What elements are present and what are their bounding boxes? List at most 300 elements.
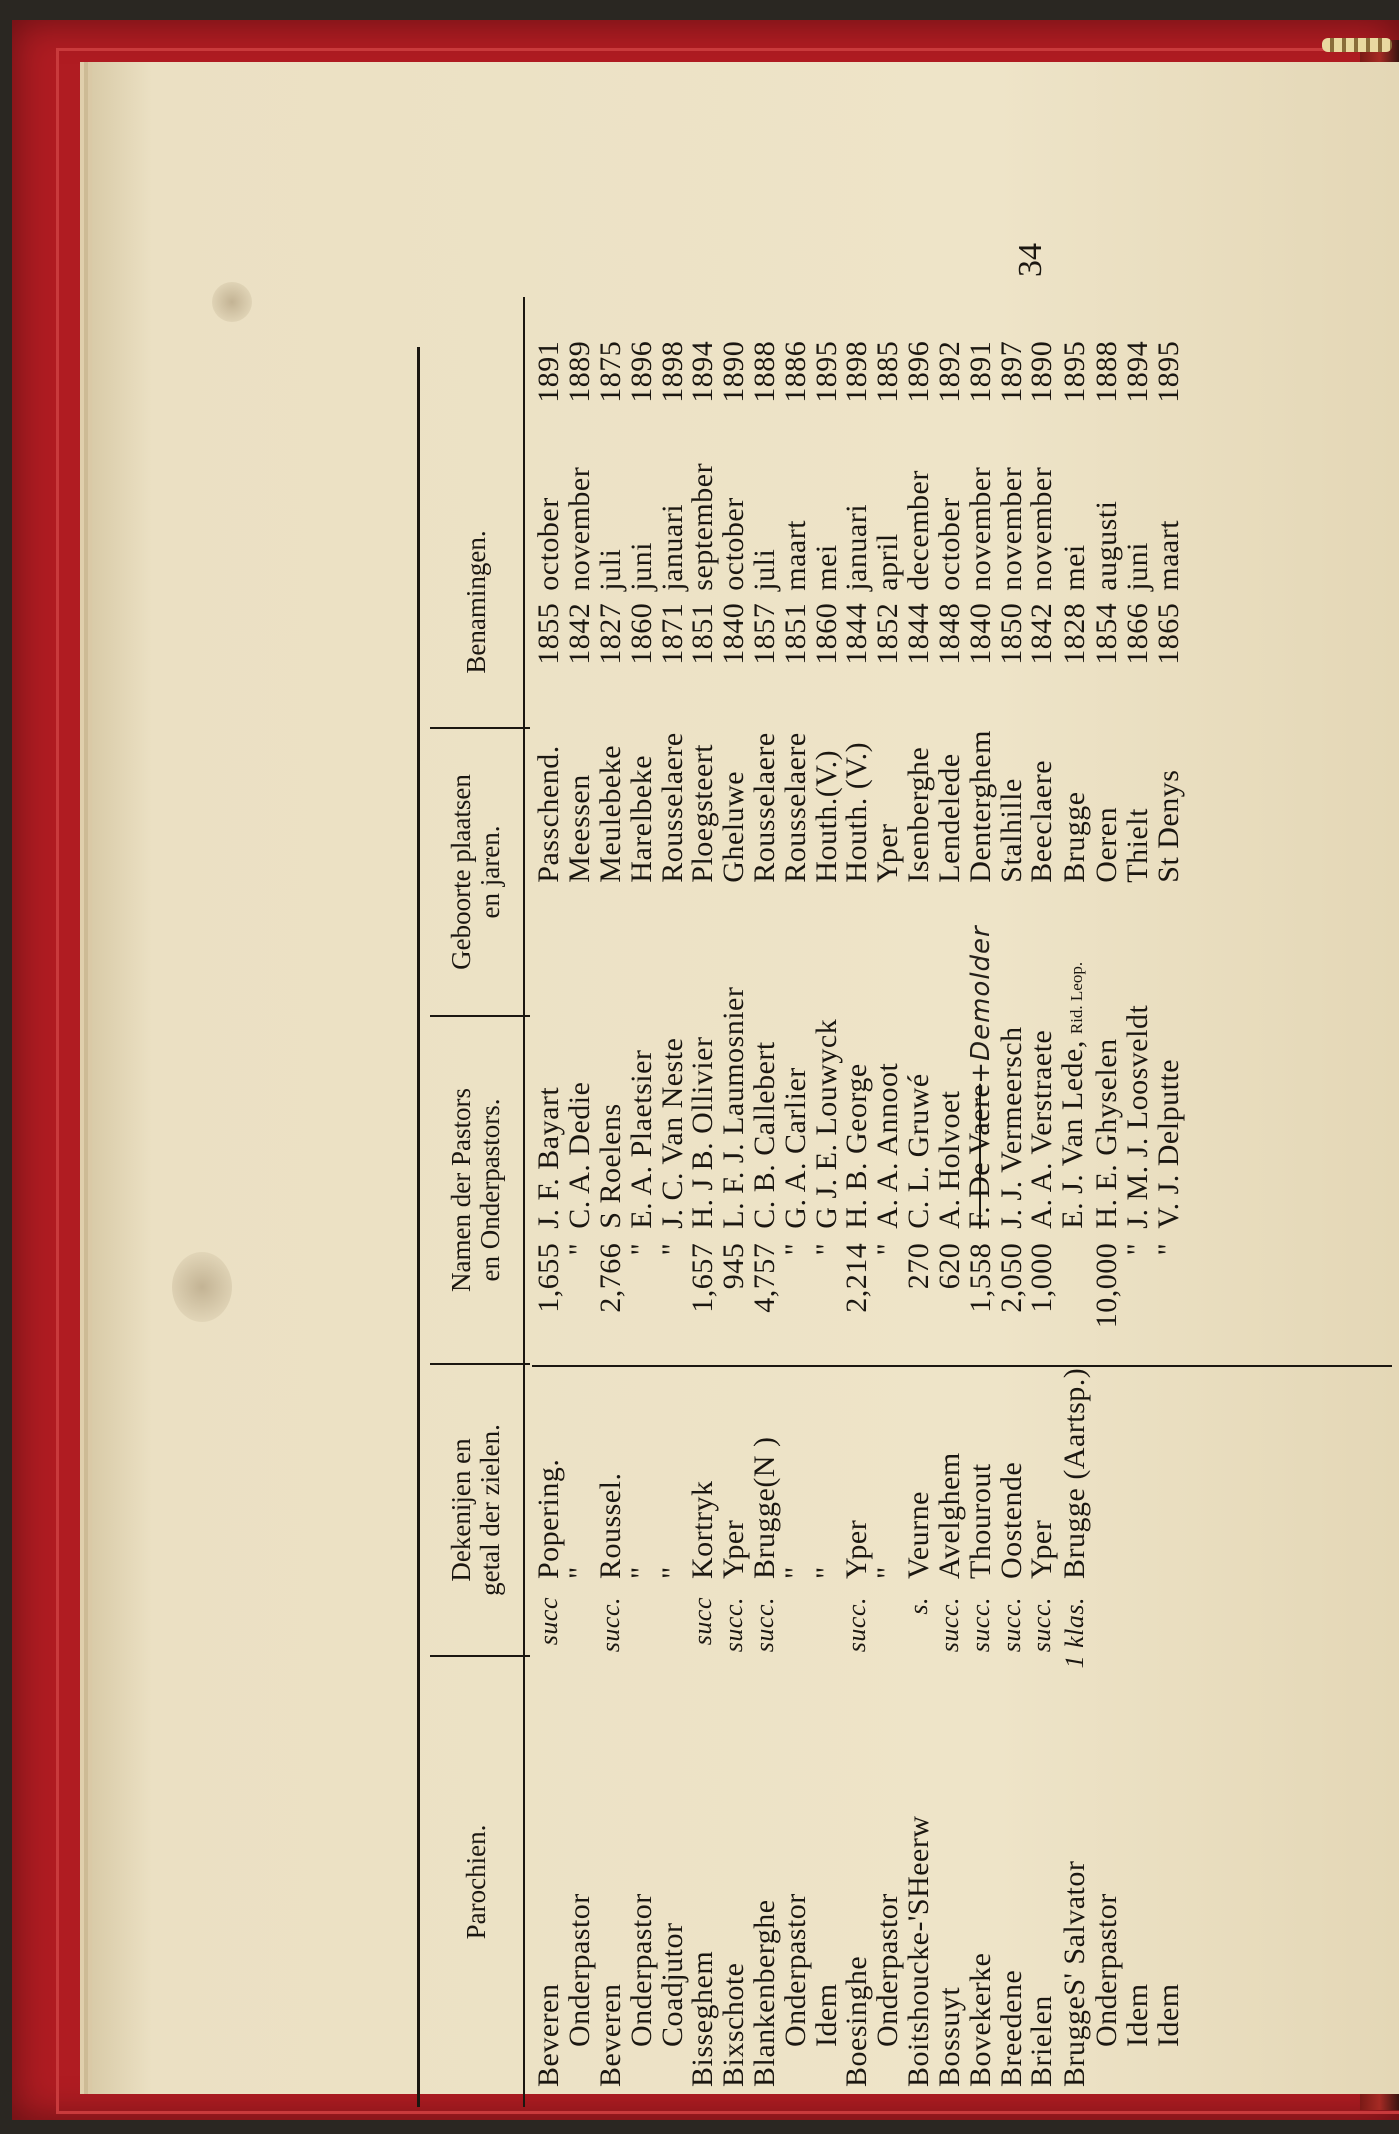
souls-text: 2,214 <box>840 1242 874 1313</box>
cell-name <box>534 889 565 1235</box>
deanery-text: Yper <box>840 1519 874 1579</box>
cell-souls <box>901 1235 935 1368</box>
cell-name <box>593 889 627 1235</box>
status-text: succ. <box>965 1597 995 1653</box>
cell-parish <box>934 1712 965 2107</box>
cell-year <box>873 341 904 431</box>
birth-year-text: 1827 <box>593 602 627 665</box>
name-text: J. C. Van Neste <box>655 1037 689 1229</box>
cell-souls <box>780 1235 811 1368</box>
month-text: september <box>686 462 720 591</box>
register-table-body <box>534 341 1184 2107</box>
cell-year <box>593 340 627 431</box>
cell-birth-year <box>901 599 935 683</box>
register-table <box>534 341 1184 2107</box>
status-text: succ. <box>749 1597 779 1653</box>
birth-year-text: 1844 <box>901 602 935 665</box>
cell-year <box>1092 341 1123 431</box>
parish-text: Bossuyt <box>932 1986 966 2087</box>
cell-birthplace <box>780 683 811 889</box>
cell-birth-year <box>626 599 657 683</box>
cell-souls <box>1058 1235 1092 1368</box>
cell-souls <box>842 1235 873 1368</box>
birth-year-text: 1850 <box>994 602 1028 665</box>
cell-souls <box>534 1235 565 1368</box>
cell-month <box>1027 431 1058 599</box>
birth-year-text: 1860 <box>809 602 843 665</box>
parish-text: Onderpastor <box>871 1893 905 2047</box>
parish-text: Idem <box>1120 1983 1154 2047</box>
cell-parish <box>534 1712 565 2107</box>
cell-birth-year <box>1027 599 1058 683</box>
cell-parish <box>780 1712 811 2107</box>
cell-status <box>1153 1587 1184 1712</box>
cell-year <box>719 341 750 431</box>
parish-text: Onderpastor <box>778 1893 812 2047</box>
cell-deanery <box>901 1368 935 1587</box>
table-row <box>1058 341 1092 2107</box>
birthplace-text: St Denys <box>1151 769 1185 883</box>
cell-year <box>657 341 688 431</box>
parish-text: Brielen <box>1025 1995 1059 2087</box>
cell-parish <box>688 1712 719 2107</box>
birthplace-text: Harelbeke <box>624 754 658 883</box>
birth-year-text: 1840 <box>963 602 997 665</box>
cell-deanery <box>780 1368 811 1587</box>
birthplace-text: Stalhille <box>994 778 1028 883</box>
cell-birthplace <box>934 683 965 889</box>
table-row <box>996 341 1027 2107</box>
cell-deanery <box>534 1368 565 1587</box>
year-text: 1896 <box>901 340 935 403</box>
cell-birthplace <box>565 683 596 889</box>
cell-month <box>565 431 596 599</box>
year-text: 1895 <box>1057 340 1091 403</box>
cell-status <box>1092 1587 1123 1712</box>
year-text: 1890 <box>717 340 751 403</box>
deanery-text: Brugge (Aartsp.) <box>1057 1367 1091 1579</box>
birth-year-text: 1852 <box>871 602 905 665</box>
cell-deanery <box>657 1368 688 1587</box>
parish-text: Onderpastor <box>624 1893 658 2047</box>
cell-year <box>688 341 719 431</box>
cell-birthplace <box>593 683 627 889</box>
year-text: 1892 <box>932 340 966 403</box>
header-geboorte <box>430 729 522 1015</box>
cell-month <box>996 431 1027 599</box>
parish-text: Boesinghe <box>840 1955 874 2087</box>
header-separator <box>430 1015 530 1017</box>
cell-month <box>747 431 781 599</box>
cell-year <box>747 340 781 431</box>
cell-birth-year <box>1058 599 1092 683</box>
birth-year-text: 1854 <box>1090 602 1124 665</box>
deanery-text: " <box>624 1566 658 1579</box>
deanery-text: Oostende <box>994 1461 1028 1579</box>
status-text: s. <box>903 1597 933 1615</box>
name-text: L. F. J. Laumosnier <box>717 986 751 1229</box>
month-text: mei <box>1057 544 1091 591</box>
birthplace-text: Gheluwe <box>717 770 751 883</box>
cell-month <box>965 431 996 599</box>
cell-birthplace <box>626 683 657 889</box>
souls-text: " <box>778 1242 812 1256</box>
cell-year <box>934 341 965 431</box>
year-text: 1886 <box>778 340 812 403</box>
cell-birth-year <box>1092 599 1123 683</box>
cell-year <box>626 341 657 431</box>
parish-text: Bisseghem <box>686 1950 720 2087</box>
cell-souls <box>1092 1235 1123 1368</box>
year-text: 1895 <box>809 340 843 403</box>
cell-birthplace <box>873 683 904 889</box>
status-text: succ. <box>1027 1597 1057 1653</box>
cell-year <box>1058 341 1092 431</box>
parish-text: BruggeS' Salvator <box>1057 1860 1091 2087</box>
month-text: juli <box>747 548 781 591</box>
name-text: H. E. Ghyselen <box>1090 1038 1124 1229</box>
cell-name <box>934 889 965 1235</box>
month-text: october <box>932 497 966 591</box>
table-row <box>934 341 965 2107</box>
deanery-text: Popering. <box>532 1458 566 1579</box>
header-dekenijen-line1: Dekenijen en <box>446 1438 476 1582</box>
cell-birth-year <box>534 599 565 683</box>
cell-birthplace <box>842 683 873 889</box>
birth-year-text: 1866 <box>1120 602 1154 665</box>
cell-birth-year <box>780 599 811 683</box>
name-text: A. A. Verstraete <box>1025 1029 1059 1229</box>
year-text: 1890 <box>1025 340 1059 403</box>
deanery-text: " <box>809 1566 843 1579</box>
cell-month <box>1058 431 1092 599</box>
cell-souls <box>593 1235 627 1368</box>
deanery-text: Yper <box>1025 1519 1059 1579</box>
cell-month <box>534 431 565 599</box>
cell-status <box>1058 1587 1092 1712</box>
header-separator <box>430 727 530 729</box>
cell-parish <box>593 1712 627 2107</box>
year-text: 1888 <box>747 340 781 403</box>
deanery-text: " <box>655 1566 689 1579</box>
souls-text: " <box>809 1242 843 1256</box>
book-page <box>92 62 1399 2094</box>
cell-year <box>1120 340 1154 431</box>
table-row <box>1153 341 1184 2107</box>
year-text: 1889 <box>563 340 597 403</box>
cell-status <box>811 1587 842 1712</box>
month-text: januari <box>840 503 874 591</box>
birthplace-text: Meessen <box>563 774 597 883</box>
table-row <box>719 341 750 2107</box>
year-text: 1891 <box>963 340 997 403</box>
cell-parish <box>657 1712 688 2107</box>
cell-souls <box>873 1235 904 1368</box>
year-text: 1897 <box>994 340 1028 403</box>
souls-text: 2,050 <box>994 1242 1028 1313</box>
deanery-text: Brugge(N ) <box>747 1436 781 1579</box>
cell-name <box>626 889 657 1235</box>
cell-parish <box>626 1712 657 2107</box>
cell-souls <box>1153 1235 1184 1368</box>
cell-status <box>565 1587 596 1712</box>
cell-name <box>565 889 596 1235</box>
cell-birthplace <box>1027 683 1058 889</box>
parish-text: Idem <box>809 1983 843 2047</box>
cell-souls <box>934 1235 965 1368</box>
cell-birthplace <box>965 683 996 889</box>
parish-text: Onderpastor <box>1090 1893 1124 2047</box>
cell-year <box>842 341 873 431</box>
name-text: H. J B. Ollivier <box>686 1036 720 1229</box>
cell-souls <box>565 1235 596 1368</box>
souls-text: 1,655 <box>532 1242 566 1313</box>
souls-text: 1,000 <box>1025 1242 1059 1313</box>
cell-parish <box>996 1712 1027 2107</box>
cell-parish <box>811 1712 842 2107</box>
cell-deanery <box>626 1368 657 1587</box>
parish-text: Boitshoucke-'SHeerw <box>901 1815 935 2087</box>
cell-parish <box>1092 1712 1123 2107</box>
name-text: J. J. Vermeersch <box>994 1026 1028 1229</box>
name-text: J. M. J. Loosveldt <box>1120 1004 1154 1229</box>
cell-parish <box>1058 1712 1092 2107</box>
cell-status <box>873 1587 904 1712</box>
header-geboorte-line2: en jaren. <box>475 825 505 919</box>
table-row <box>1027 341 1058 2107</box>
cell-birthplace <box>1058 683 1092 889</box>
table-row <box>965 341 996 2107</box>
page-number: 34 <box>1012 243 1049 277</box>
birth-year-text: 1857 <box>747 602 781 665</box>
month-text: augusti <box>1090 500 1124 591</box>
status-text: succ. <box>595 1597 625 1653</box>
cell-birthplace <box>901 683 935 889</box>
cell-name <box>1092 889 1123 1235</box>
deanery-text: " <box>871 1566 905 1579</box>
header-geboorte-line1: Geboorte plaatsen <box>446 774 476 970</box>
header-parochien <box>430 1657 522 2107</box>
month-text: juli <box>593 548 627 591</box>
souls-text: " <box>655 1242 689 1256</box>
year-text: 1896 <box>624 340 658 403</box>
month-text: maart <box>1151 519 1185 591</box>
header-dekenijen-line2: getal der zielen. <box>475 1424 505 1596</box>
cell-year <box>901 340 935 431</box>
rotated-register <box>232 87 1399 2107</box>
table-row <box>842 341 873 2107</box>
cell-deanery <box>934 1368 965 1587</box>
cell-birthplace <box>1120 683 1154 889</box>
month-text: november <box>1025 466 1059 591</box>
table-row <box>780 341 811 2107</box>
souls-text: 1,657 <box>686 1242 720 1313</box>
header-parochien-text: Parochien. <box>460 1824 491 1940</box>
name-text: A. A. Annoot <box>871 1062 905 1229</box>
year-text: 1895 <box>1151 340 1185 403</box>
year-text: 1888 <box>1090 340 1124 403</box>
cell-birth-year <box>688 599 719 683</box>
name-text: E. A. Plaetsier <box>624 1049 658 1229</box>
table-row <box>750 341 781 2107</box>
month-text: juni <box>624 542 658 591</box>
deanery-text: " <box>778 1566 812 1579</box>
cell-birth-year <box>657 599 688 683</box>
deanery-text: Kortryk <box>686 1480 720 1579</box>
souls-text: 945 <box>717 1242 751 1290</box>
cell-birthplace <box>719 683 750 889</box>
cell-month <box>842 431 873 599</box>
cell-deanery <box>565 1368 596 1587</box>
year-text: 1885 <box>871 340 905 403</box>
header-bottom-rule <box>523 297 525 2107</box>
cell-parish <box>873 1712 904 2107</box>
status-text: succ <box>534 1597 564 1646</box>
cell-name <box>842 889 873 1235</box>
name-text: A. Holvoet <box>932 1090 966 1229</box>
cell-souls <box>626 1235 657 1368</box>
cell-parish <box>901 1712 935 2107</box>
cell-souls <box>811 1235 842 1368</box>
cell-deanery <box>1123 1368 1154 1587</box>
souls-text: 620 <box>932 1242 966 1290</box>
cell-name <box>1055 889 1092 1235</box>
cell-birthplace <box>747 683 781 889</box>
birthplace-text: Oeren <box>1090 806 1124 883</box>
status-text: succ <box>688 1597 718 1646</box>
souls-text: 1,558 <box>963 1242 997 1313</box>
cell-deanery <box>811 1368 842 1587</box>
cell-birth-year <box>873 599 904 683</box>
birthplace-text: Beeclaere <box>1025 759 1059 883</box>
birth-year-text: 1860 <box>624 602 658 665</box>
cell-deanery <box>1027 1368 1058 1587</box>
cell-birth-year <box>811 599 842 683</box>
table-row <box>534 341 565 2107</box>
month-text: juni <box>1120 542 1154 591</box>
month-text: october <box>532 497 566 591</box>
status-text: succ. <box>934 1597 964 1653</box>
birth-year-text: 1865 <box>1151 602 1185 665</box>
parish-text: Blankenberghe <box>747 1899 781 2087</box>
cell-souls <box>965 1235 996 1368</box>
birth-year-text: 1851 <box>686 602 720 665</box>
souls-text: " <box>1120 1242 1154 1256</box>
parish-text: Breedene <box>994 1969 1028 2087</box>
name-text: C. L. Gruwé <box>901 1073 935 1229</box>
birthplace-text: Ploegsteert <box>686 743 720 883</box>
souls-text: 270 <box>901 1242 935 1290</box>
cell-month <box>1120 431 1154 599</box>
cell-birth-year <box>1120 599 1154 683</box>
cell-deanery <box>1153 1368 1184 1587</box>
cell-name <box>996 889 1027 1235</box>
cell-status <box>657 1587 688 1712</box>
birth-year-text: 1828 <box>1057 602 1091 665</box>
cell-name <box>1027 889 1058 1235</box>
souls-text: " <box>1151 1242 1185 1256</box>
deanery-text: Veurne <box>901 1491 935 1579</box>
name-text: C. A. Dedie <box>563 1081 597 1229</box>
name-text: C. B. Callebert <box>747 1041 781 1229</box>
cell-birthplace <box>811 683 842 889</box>
handwritten-correction: +Demolder <box>966 925 997 1084</box>
parish-text: Bovekerke <box>963 1952 997 2087</box>
cell-month <box>873 431 904 599</box>
cell-name <box>1153 889 1184 1235</box>
cell-status <box>842 1587 873 1712</box>
year-text: 1894 <box>686 340 720 403</box>
cell-name <box>747 889 781 1235</box>
month-text: mei <box>809 544 843 591</box>
cell-souls <box>996 1235 1027 1368</box>
birthplace-text: Thielt <box>1120 808 1154 883</box>
page-stain <box>172 1252 232 1322</box>
cell-parish <box>965 1712 996 2107</box>
cell-parish <box>1153 1712 1184 2107</box>
year-text: 1891 <box>532 340 566 403</box>
birth-year-text: 1840 <box>717 602 751 665</box>
cell-name <box>873 889 904 1235</box>
cell-parish <box>1120 1712 1154 2107</box>
cell-souls <box>1120 1235 1154 1368</box>
birthplace-text: Lendelede <box>932 753 966 883</box>
name-text: E. J. Van Lede, <box>1055 1040 1089 1229</box>
cell-deanery <box>719 1368 750 1587</box>
cell-birthplace <box>534 683 565 889</box>
cell-year <box>1027 341 1058 431</box>
cell-status <box>934 1587 965 1712</box>
month-text: maart <box>778 519 812 591</box>
cell-birthplace <box>688 683 719 889</box>
cell-status <box>1123 1587 1154 1712</box>
cell-name <box>688 889 719 1235</box>
birthplace-text: Yper <box>871 823 905 883</box>
header-namen-line1: Namen der Pastors <box>446 1088 476 1292</box>
cell-deanery <box>965 1368 996 1587</box>
name-text: G. A. Carlier <box>778 1067 812 1229</box>
cell-status <box>750 1587 781 1712</box>
birthplace-text: Denterghem <box>963 729 997 883</box>
souls-text: 10,000 <box>1090 1242 1124 1329</box>
cell-parish <box>842 1712 873 2107</box>
cell-birthplace <box>657 683 688 889</box>
header-dekenijen <box>430 1365 522 1655</box>
cell-status <box>1027 1587 1058 1712</box>
cell-deanery <box>593 1368 627 1587</box>
cell-deanery <box>873 1368 904 1587</box>
cell-souls <box>719 1235 750 1368</box>
birthplace-text: Rousselaere <box>747 732 781 883</box>
cell-birth-year <box>1153 599 1184 683</box>
name-text: G J. E. Louwyck <box>809 1018 843 1229</box>
birth-year-text: 1855 <box>532 602 566 665</box>
name-text: F. De Vaere <box>963 1083 997 1229</box>
cell-birth-year <box>719 599 750 683</box>
name-text: V. J. Delputte <box>1151 1058 1185 1229</box>
table-row <box>1092 341 1123 2107</box>
cell-parish <box>719 1712 750 2107</box>
table-row <box>1123 341 1154 2107</box>
deanery-text: Thourout <box>963 1463 997 1579</box>
month-text: november <box>563 466 597 591</box>
cell-birth-year <box>565 599 596 683</box>
table-row <box>811 341 842 2107</box>
year-text: 1898 <box>840 340 874 403</box>
month-text: november <box>963 466 997 591</box>
month-text: december <box>901 470 935 591</box>
parish-text: Bixschote <box>717 1962 751 2087</box>
